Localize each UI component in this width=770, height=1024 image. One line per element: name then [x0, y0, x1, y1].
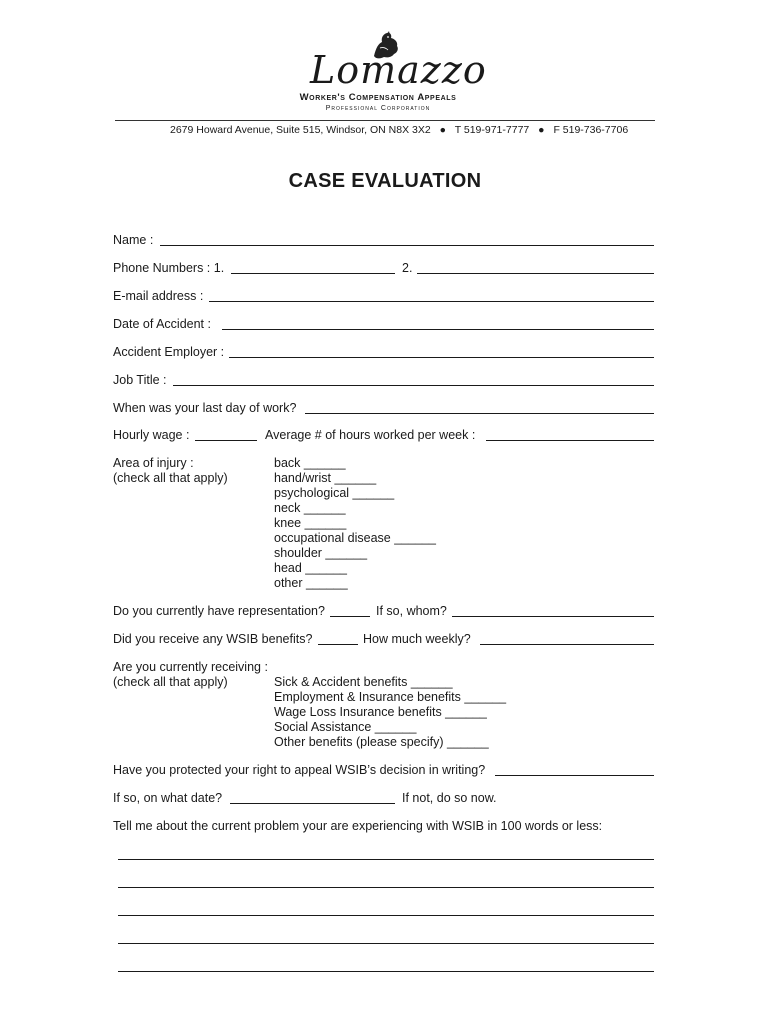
benefit-option-other[interactable]: Other benefits (please specify) ______: [274, 735, 489, 749]
phone-1-field[interactable]: [231, 273, 395, 274]
firm-name: Worker's Compensation Appeals: [299, 92, 457, 103]
problem-line-2[interactable]: [118, 887, 654, 888]
last-day-label: When was your last day of work?: [113, 401, 297, 415]
logo-wordmark: Lomazzo: [310, 48, 487, 92]
date-of-accident-field[interactable]: [222, 329, 654, 330]
wsib-benefits-label: Did you receive any WSIB benefits?: [113, 632, 313, 646]
representation-label: Do you currently have representation?: [113, 604, 325, 618]
protected-right-field[interactable]: [495, 775, 654, 776]
problem-description-label: Tell me about the current problem your are experiencing with WSIB in 100 words or less:: [113, 819, 603, 833]
if-so-date-label: If so, on what date?: [113, 791, 223, 805]
if-so-date-field[interactable]: [230, 803, 395, 804]
fax-text: F 519-736-7706: [553, 124, 629, 136]
currently-receiving-label: Are you currently receiving :: [113, 660, 268, 674]
protected-right-label: Have you protected your right to appeal WSIB’s decision in writing?: [113, 763, 486, 777]
if-so-whom-label: If so, whom?: [376, 604, 447, 618]
injury-option-back[interactable]: back ______: [274, 456, 346, 470]
currently-receiving-hint: (check all that apply): [113, 675, 228, 689]
injury-option-other[interactable]: other ______: [274, 576, 348, 590]
how-much-weekly-label: How much weekly?: [363, 632, 471, 646]
problem-line-4[interactable]: [118, 943, 654, 944]
accident-employer-field[interactable]: [229, 357, 654, 358]
firm-subtitle: Professional Corporation: [325, 105, 431, 112]
area-of-injury-hint: (check all that apply): [113, 471, 228, 485]
email-label: E-mail address :: [113, 289, 204, 303]
benefit-option-employment-insurance[interactable]: Employment & Insurance benefits ______: [274, 690, 507, 704]
phone-label: Phone Numbers : 1.: [113, 261, 225, 275]
benefits-options-list: [274, 675, 506, 750]
bullet-icon: ●: [439, 124, 446, 136]
benefit-option-sick-accident[interactable]: Sick & Accident benefits ______: [274, 675, 453, 689]
email-field[interactable]: [209, 301, 654, 302]
how-much-weekly-field[interactable]: [480, 644, 654, 645]
injury-option-head[interactable]: head ______: [274, 561, 347, 575]
benefit-option-social-assistance[interactable]: Social Assistance ______: [274, 720, 417, 734]
address-text: 2679 Howard Avenue, Suite 515, Windsor, ON N8X 3X2: [170, 124, 431, 136]
name-field[interactable]: [160, 245, 654, 246]
injury-options-list: [274, 456, 436, 591]
phone-text: T 519-971-7777: [454, 124, 530, 136]
accident-employer-label: Accident Employer :: [113, 345, 225, 359]
hourly-wage-label: Hourly wage :: [113, 428, 190, 442]
injury-option-neck[interactable]: neck ______: [274, 501, 346, 515]
phone-2-label: 2.: [402, 261, 413, 275]
job-title-label: Job Title :: [113, 373, 167, 387]
representation-field[interactable]: [330, 616, 370, 617]
injury-option-knee[interactable]: knee ______: [274, 516, 347, 530]
problem-line-1[interactable]: [118, 859, 654, 860]
injury-option-occupational-disease[interactable]: occupational disease ______: [274, 531, 436, 545]
letterhead-logo: [288, 30, 487, 116]
hourly-wage-field[interactable]: [195, 440, 257, 441]
date-of-accident-label: Date of Accident :: [113, 317, 211, 331]
area-of-injury-label: Area of injury :: [113, 456, 194, 470]
bullet-icon: ●: [538, 124, 545, 136]
injury-option-hand-wrist[interactable]: hand/wrist ______: [274, 471, 377, 485]
injury-option-shoulder[interactable]: shoulder ______: [274, 546, 368, 560]
if-so-whom-field[interactable]: [452, 616, 654, 617]
avg-hours-label: Average # of hours worked per week :: [265, 428, 476, 442]
problem-line-5[interactable]: [118, 971, 654, 972]
phone-2-field[interactable]: [417, 273, 654, 274]
problem-line-3[interactable]: [118, 915, 654, 916]
if-not-text: If not, do so now.: [402, 791, 497, 805]
name-label: Name :: [113, 233, 154, 247]
injury-option-psychological[interactable]: psychological ______: [274, 486, 395, 500]
benefit-option-wage-loss[interactable]: Wage Loss Insurance benefits ______: [274, 705, 487, 719]
last-day-field[interactable]: [305, 413, 654, 414]
avg-hours-field[interactable]: [486, 440, 654, 441]
job-title-field[interactable]: [173, 385, 654, 386]
header-divider: [115, 120, 655, 121]
wsib-benefits-field[interactable]: [318, 644, 358, 645]
contact-line: [170, 124, 628, 136]
page-title: CASE EVALUATION: [288, 170, 482, 192]
